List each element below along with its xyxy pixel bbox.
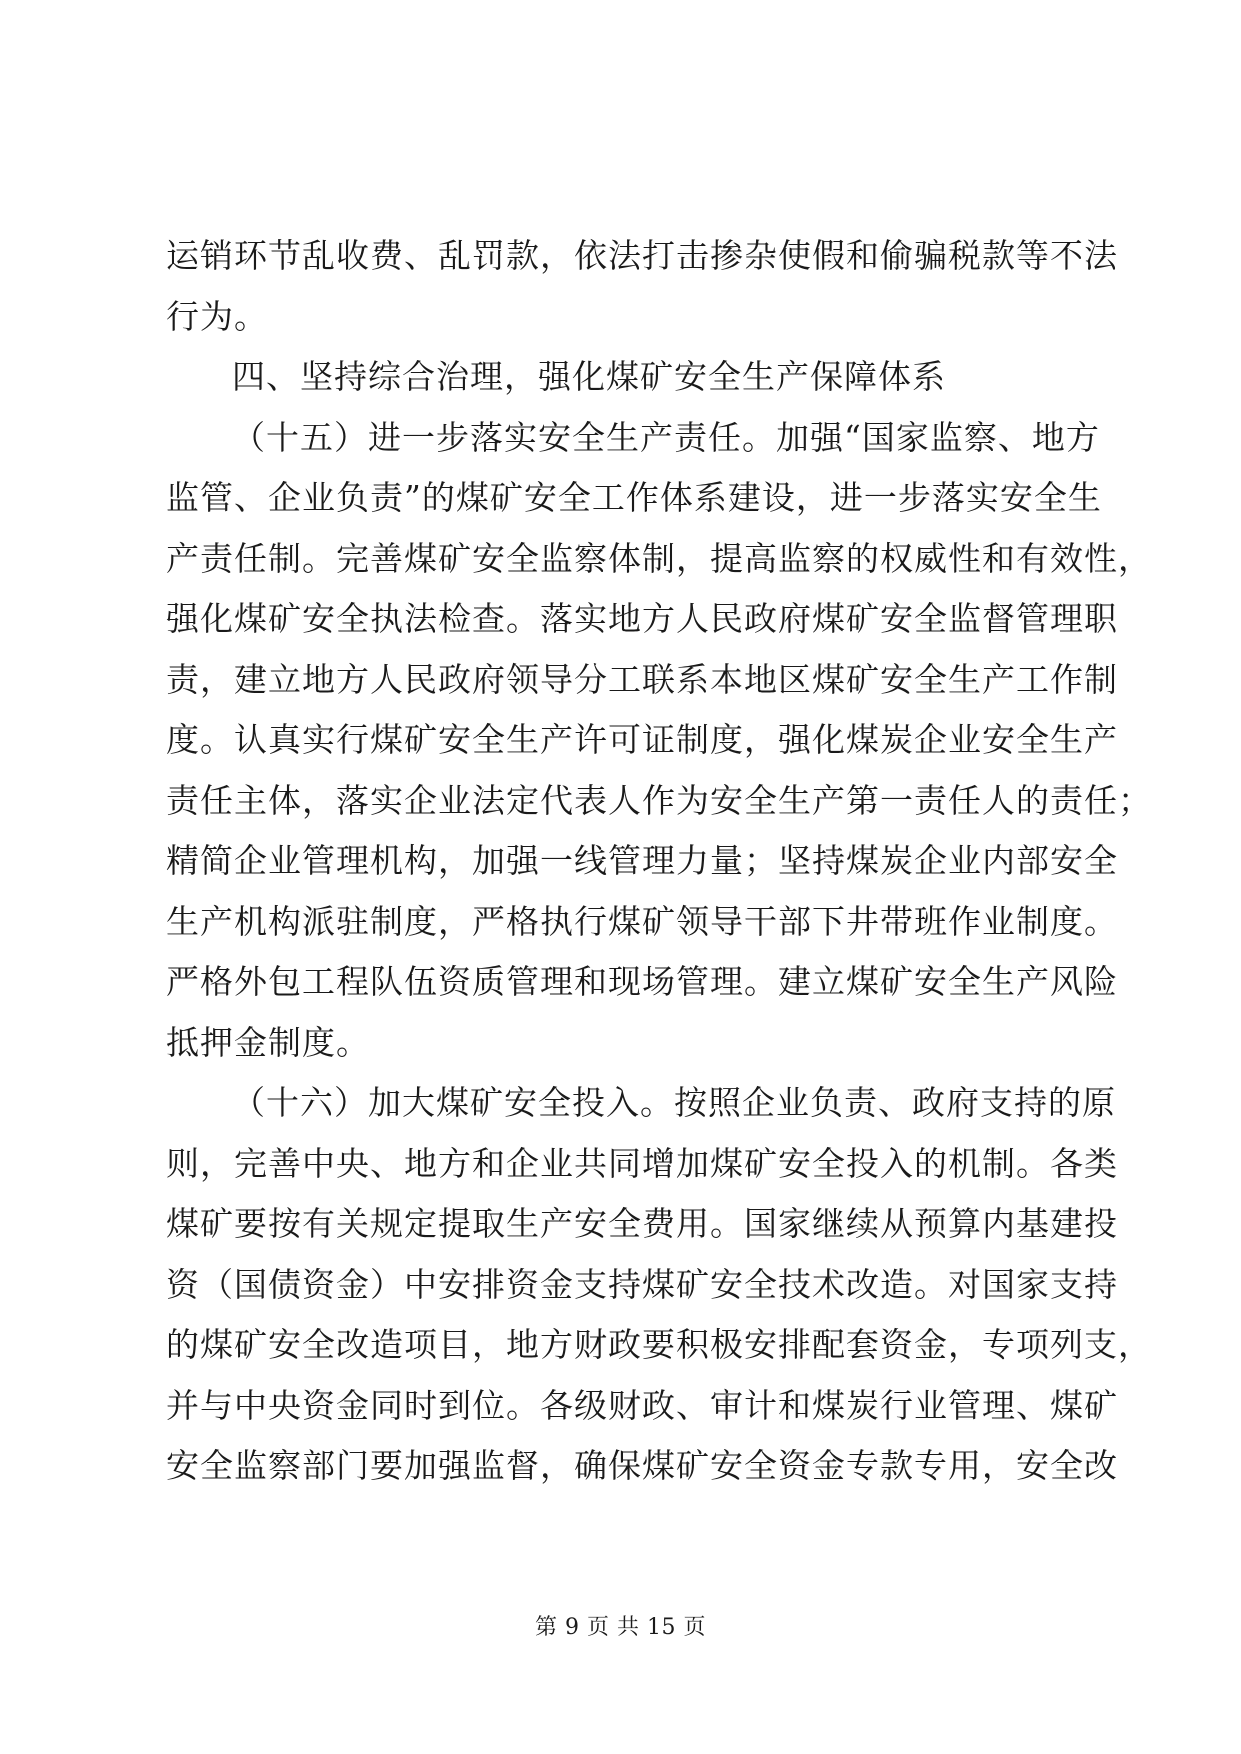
- text-line: 生产机构派驻制度，严格执行煤矿领导干部下井带班作业制度。: [166, 901, 1118, 941]
- text-line: 责任主体，落实企业法定代表人作为安全生产第一责任人的责任；: [166, 780, 1152, 820]
- text-line: 资（国债资金）中安排资金支持煤矿安全技术改造。对国家支持: [166, 1264, 1118, 1304]
- text-line: 并与中央资金同时到位。各级财政、审计和煤炭行业管理、煤矿: [166, 1385, 1118, 1425]
- text-line: 运销环节乱收费、乱罚款，依法打击掺杂使假和偷骗税款等不法: [166, 236, 1118, 275]
- text-line: 严格外包工程队伍资质管理和现场管理。建立煤矿安全生产风险: [166, 962, 1118, 1001]
- section-heading: 四、坚持综合治理，强化煤矿安全生产保障体系: [232, 357, 946, 396]
- text-line: 安全监察部门要加强监督，确保煤矿安全资金专款专用，安全改: [166, 1446, 1118, 1485]
- paragraph-first-line: （十五）进一步落实安全生产责任。加强“国家监察、地方: [232, 417, 1100, 457]
- text-line: 则，完善中央、地方和企业共同增加煤矿安全投入的机制。各类: [166, 1143, 1118, 1183]
- document-body: [166, 226, 1152, 1497]
- paragraph-first-line: （十六）加大煤矿安全投入。按照企业负责、政府支持的原: [232, 1083, 1116, 1122]
- text-line: 监管、企业负责”的煤矿安全工作体系建设，进一步落实安全生: [166, 478, 1102, 517]
- text-line: 抵押金制度。: [166, 1022, 370, 1062]
- page-number-footer: 第 9 页 共 15 页: [535, 1615, 706, 1640]
- text-line: 行为。: [166, 296, 268, 336]
- text-line: 煤矿要按有关规定提取生产安全费用。国家继续从预算内基建投: [166, 1204, 1118, 1243]
- text-line: 强化煤矿安全执法检查。落实地方人民政府煤矿安全监督管理职: [166, 599, 1118, 638]
- text-line: 产责任制。完善煤矿安全监察体制，提高监察的权威性和有效性，: [166, 538, 1152, 578]
- text-line: 度。认真实行煤矿安全生产许可证制度，强化煤炭企业安全生产: [166, 720, 1118, 759]
- text-line: 的煤矿安全改造项目，地方财政要积极安排配套资金，专项列支，: [166, 1325, 1152, 1364]
- text-line: 责，建立地方人民政府领导分工联系本地区煤矿安全生产工作制: [166, 659, 1118, 699]
- text-line: 精简企业管理机构，加强一线管理力量；坚持煤炭企业内部安全: [166, 841, 1118, 880]
